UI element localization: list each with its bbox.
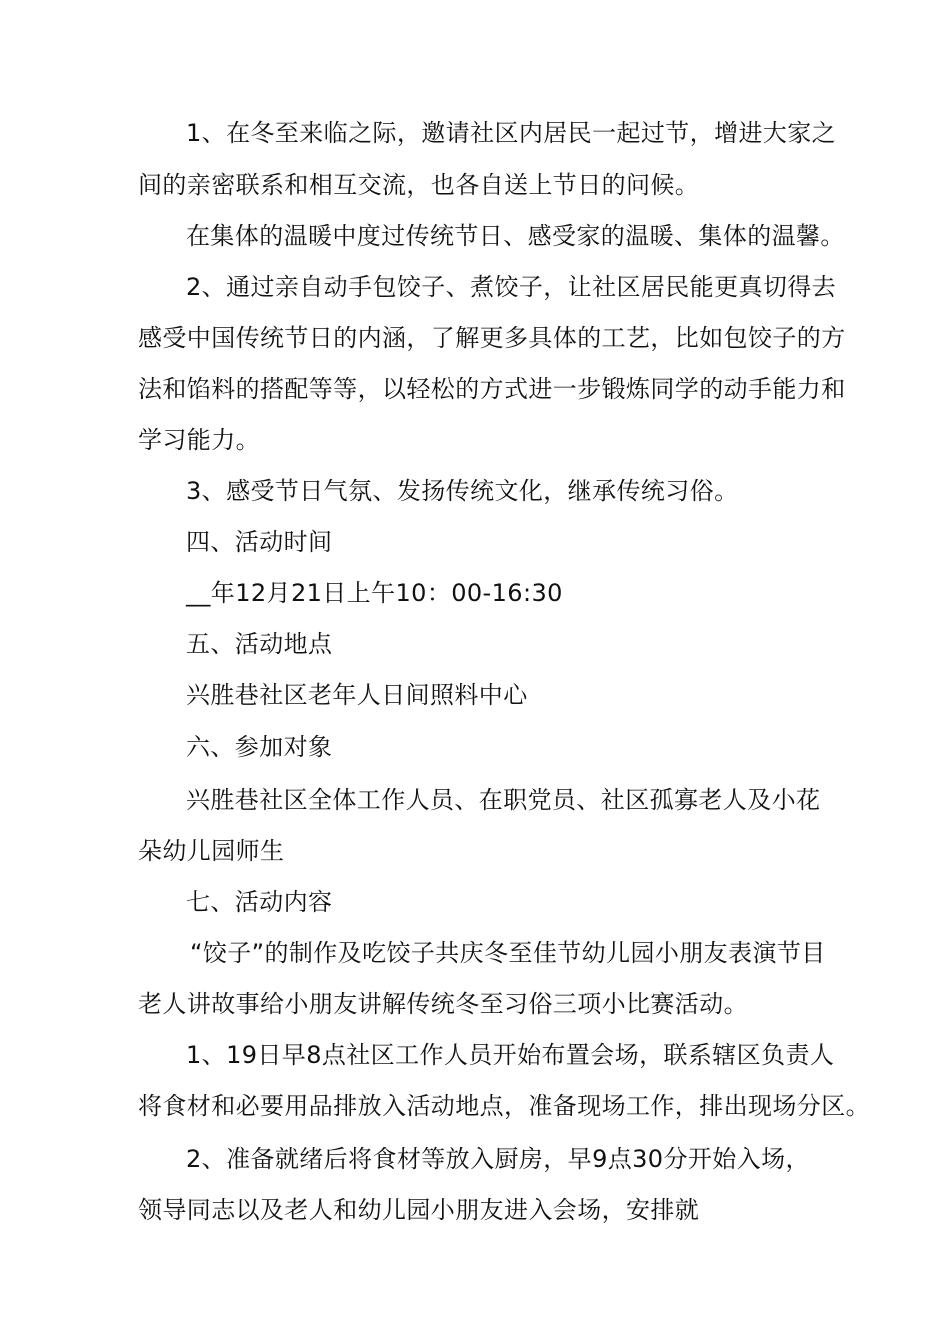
paragraph-line: 感受中国传统节日的内涵，了解更多具体的工艺，比如包饺子的方 — [138, 324, 846, 352]
paragraph-line: 老人讲故事给小朋友讲解传统冬至习俗三项小比赛活动。 — [138, 990, 748, 1018]
paragraph-line: 间的亲密联系和相互交流，也各自送上节日的问候。 — [138, 171, 700, 199]
activity-time: __年12月21日上午10：00-16:30 — [186, 579, 563, 607]
paragraph-line: “饺子”的制作及吃饺子共庆冬至佳节幼儿园小朋友表演节目 — [190, 939, 826, 967]
section-heading: 四、活动时间 — [186, 528, 333, 556]
section-heading: 七、活动内容 — [186, 888, 333, 916]
paragraph-line: 兴胜巷社区全体工作人员、在职党员、社区孤寡老人及小花 — [186, 786, 821, 814]
paragraph-line: 2、通过亲自动手包饺子、煮饺子，让社区居民能更真切得去 — [186, 273, 837, 301]
paragraph-line: 领导同志以及老人和幼儿园小朋友进入会场，安排就 — [138, 1196, 700, 1224]
paragraph-line: 将食材和必要用品排放入活动地点，准备现场工作，排出现场分区。 — [138, 1092, 870, 1120]
paragraph-line: 朵幼儿园师生 — [138, 837, 285, 865]
section-heading: 六、参加对象 — [186, 733, 333, 761]
paragraph-line: 1、在冬至来临之际，邀请社区内居民一起过节，增进大家之 — [186, 119, 837, 147]
paragraph-line: 1、19日早8点社区工作人员开始布置会场，联系辖区负责人 — [186, 1041, 835, 1069]
paragraph-line: 学习能力。 — [138, 426, 260, 454]
paragraph-line: 2、准备就绪后将食材等放入厨房，早9点30分开始入场， — [186, 1145, 810, 1173]
activity-location: 兴胜巷社区老年人日间照料中心 — [186, 681, 528, 709]
paragraph-line: 在集体的温暖中度过传统节日、感受家的温暖、集体的温馨。 — [186, 222, 845, 250]
paragraph-line: 法和馅料的搭配等等，以轻松的方式进一步锻炼同学的动手能力和 — [138, 375, 846, 403]
paragraph-line: 3、感受节日气氛、发扬传统文化，继承传统习俗。 — [186, 477, 739, 505]
section-heading: 五、活动地点 — [186, 630, 333, 658]
